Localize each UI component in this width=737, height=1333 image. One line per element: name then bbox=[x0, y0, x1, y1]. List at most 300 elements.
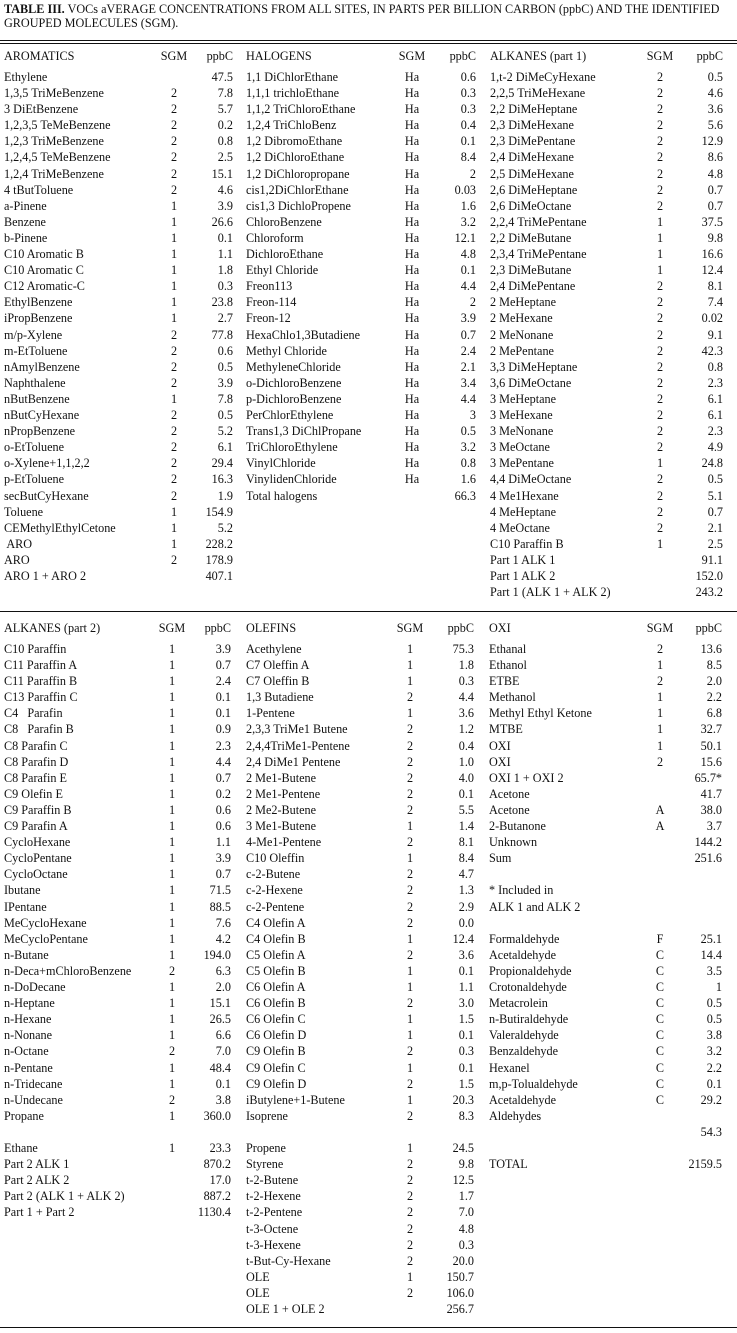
ppbc-value: 2.2 bbox=[706, 690, 722, 705]
column-header bbox=[489, 620, 735, 636]
table-row bbox=[246, 85, 490, 101]
table-row bbox=[490, 198, 735, 214]
sgm-value: 1 bbox=[168, 1141, 176, 1156]
ppbc-value: 26.6 bbox=[211, 214, 233, 229]
compound-name: n-Pentane bbox=[4, 1060, 53, 1075]
table-row bbox=[246, 214, 490, 230]
compound-name: 2 Me2-Butene bbox=[246, 802, 317, 817]
table-row bbox=[246, 1285, 480, 1301]
compound-name: C4 Olefin A bbox=[246, 915, 306, 930]
compound-name: ETBE bbox=[489, 674, 520, 689]
ppbc-value: 0.8 bbox=[707, 359, 723, 374]
sgm-value: 1 bbox=[406, 706, 414, 721]
header-sgm: SGM bbox=[646, 621, 674, 635]
sgm-value: 1 bbox=[656, 456, 664, 471]
compound-name: 2,3 DiMeButane bbox=[490, 263, 572, 278]
ppbc-value: 15.1 bbox=[209, 996, 231, 1011]
compound-name: Sum bbox=[489, 851, 512, 866]
compound-name: 1,3 Butadiene bbox=[246, 690, 314, 705]
table-row bbox=[246, 310, 490, 326]
ppbc-value: 0.3 bbox=[217, 279, 233, 294]
compound-name: C7 Oleffin B bbox=[246, 674, 310, 689]
compound-name: C5 Olefin A bbox=[246, 947, 306, 962]
compound-name: 3,3 DiMeHeptane bbox=[490, 359, 578, 374]
table-row bbox=[489, 657, 735, 673]
table-row bbox=[4, 882, 240, 898]
compound-name: 3 MeOctane bbox=[490, 440, 550, 455]
ppbc-value: 3.2 bbox=[460, 440, 476, 455]
compound-name: 1,t-2 DiMeCyHexane bbox=[490, 69, 596, 84]
table-row bbox=[489, 1108, 735, 1124]
compound-name: ARO bbox=[4, 536, 33, 551]
compound-name: m,p-Tolualdehyde bbox=[489, 1076, 578, 1091]
ppbc-value: 2.2 bbox=[706, 1060, 722, 1075]
table-row bbox=[490, 294, 735, 310]
table-row bbox=[4, 278, 240, 294]
ppbc-value: 0.1 bbox=[458, 1060, 474, 1075]
ppbc-value: 20.0 bbox=[452, 1253, 474, 1268]
ppbc-value: 2.4 bbox=[215, 674, 231, 689]
table-row bbox=[490, 278, 735, 294]
ppbc-value: 4.4 bbox=[458, 690, 474, 705]
ppbc-value: 0.7 bbox=[460, 327, 476, 342]
ppbc-value: 0.5 bbox=[707, 69, 723, 84]
sgm-value: Ha bbox=[404, 375, 420, 390]
table-row bbox=[489, 721, 735, 737]
compound-name: Freon-12 bbox=[246, 311, 291, 326]
compound-name: OXI 1 + OXI 2 bbox=[489, 770, 564, 785]
ppbc-value: 2.3 bbox=[707, 424, 723, 439]
sgm-value: A bbox=[655, 819, 665, 834]
table-row bbox=[246, 1301, 480, 1317]
sgm-value: 1 bbox=[168, 1060, 176, 1075]
ppbc-value: 1.1 bbox=[458, 980, 474, 995]
compound-name: t-2-Butene bbox=[246, 1173, 299, 1188]
table-row bbox=[4, 754, 240, 770]
table-row bbox=[490, 149, 735, 165]
ppbc-value: 0.5 bbox=[707, 472, 723, 487]
sgm-value: C bbox=[655, 1028, 665, 1043]
ppbc-value: 14.4 bbox=[700, 947, 722, 962]
column-header bbox=[246, 620, 480, 636]
table-row bbox=[246, 1108, 480, 1124]
table-row bbox=[490, 391, 735, 407]
table-row bbox=[490, 439, 735, 455]
compound-name: ARO 1 + ARO 2 bbox=[4, 569, 87, 584]
compound-name: Unknown bbox=[489, 835, 538, 850]
table-row bbox=[246, 641, 480, 657]
compound-name: 1,2,4 TriChloBenz bbox=[246, 118, 337, 133]
ppbc-value: 144.2 bbox=[694, 835, 722, 850]
table-row bbox=[4, 931, 240, 947]
table-row bbox=[246, 455, 490, 471]
ppbc-value: 0.7 bbox=[215, 867, 231, 882]
sgm-value: Ha bbox=[404, 150, 420, 165]
sgm-value: 1 bbox=[406, 641, 414, 656]
table-row bbox=[246, 770, 480, 786]
table-row bbox=[246, 1188, 480, 1204]
ppbc-value: 5.2 bbox=[217, 424, 233, 439]
table-row bbox=[246, 850, 480, 866]
table-row bbox=[4, 423, 240, 439]
ppbc-value: 0.1 bbox=[458, 963, 474, 978]
ppbc-value: 7.8 bbox=[217, 86, 233, 101]
compound-name: Ibutane bbox=[4, 883, 41, 898]
sgm-value: 2 bbox=[656, 118, 664, 133]
table-row bbox=[246, 979, 480, 995]
ppbc-value: 42.3 bbox=[701, 343, 723, 358]
sgm-value: 1 bbox=[170, 214, 178, 229]
sgm-value: Ha bbox=[404, 327, 420, 342]
compound-name: 1,2 DiChloropropane bbox=[246, 166, 350, 181]
compound-name: 2,5 DiMeHexane bbox=[490, 166, 574, 181]
ppbc-value: 48.4 bbox=[209, 1060, 231, 1075]
ppbc-value: 0.1 bbox=[215, 690, 231, 705]
compound-name: C10 Paraffin bbox=[4, 641, 67, 656]
table-row bbox=[246, 294, 490, 310]
compound-name: OLE bbox=[246, 1269, 270, 1284]
compound-name: 2 Me1-Pentene bbox=[246, 786, 321, 801]
ppbc-value: 1.8 bbox=[217, 263, 233, 278]
table-row bbox=[4, 850, 240, 866]
sgm-value: 1 bbox=[168, 867, 176, 882]
rule-top bbox=[0, 40, 737, 41]
ppbc-value: 3.2 bbox=[460, 214, 476, 229]
table-row bbox=[489, 882, 735, 898]
table-row bbox=[490, 246, 735, 262]
compound-name: ChloroBenzene bbox=[246, 214, 322, 229]
ppbc-value: 0.3 bbox=[458, 1237, 474, 1252]
table-row bbox=[246, 133, 490, 149]
table-row bbox=[246, 1124, 480, 1140]
table-row bbox=[4, 375, 240, 391]
table-row bbox=[4, 1108, 240, 1124]
table-row bbox=[490, 327, 735, 343]
compound-name: MTBE bbox=[489, 722, 523, 737]
ppbc-value: 66.3 bbox=[454, 488, 476, 503]
column-header bbox=[4, 48, 240, 64]
sgm-value: 2 bbox=[170, 150, 178, 165]
ppbc-value: 5.2 bbox=[217, 520, 233, 535]
sgm-value: 2 bbox=[170, 118, 178, 133]
ppbc-value: 75.3 bbox=[452, 641, 474, 656]
rule-bottom bbox=[0, 1327, 737, 1328]
compound-name: Freon-114 bbox=[246, 295, 297, 310]
compound-name: n-Heptane bbox=[4, 996, 55, 1011]
sgm-value: 1 bbox=[168, 947, 176, 962]
table-row bbox=[489, 802, 735, 818]
compound-name: nButBenzene bbox=[4, 391, 70, 406]
ppbc-value: 16.3 bbox=[211, 472, 233, 487]
ppbc-value: 0.6 bbox=[215, 802, 231, 817]
compound-name: OLE 1 + OLE 2 bbox=[246, 1302, 325, 1317]
table-row bbox=[246, 947, 480, 963]
table-row bbox=[4, 915, 240, 931]
ppbc-value: 0.4 bbox=[458, 738, 474, 753]
ppbc-value: 3.2 bbox=[706, 1044, 722, 1059]
sgm-value: 1 bbox=[406, 658, 414, 673]
sgm-value: 1 bbox=[168, 883, 176, 898]
ppbc-value: 65.7* bbox=[694, 770, 722, 785]
sgm-value: 2 bbox=[170, 166, 178, 181]
sgm-value: 2 bbox=[656, 182, 664, 197]
sgm-value: 2 bbox=[656, 359, 664, 374]
table-row bbox=[246, 166, 490, 182]
sgm-value: 1 bbox=[170, 311, 178, 326]
ppbc-value: 4.6 bbox=[217, 182, 233, 197]
compound-name: Freon113 bbox=[246, 279, 293, 294]
sgm-value: 2 bbox=[170, 424, 178, 439]
table-row bbox=[246, 246, 490, 262]
compound-name: Trans1,3 DiChlPropane bbox=[246, 424, 362, 439]
table-row bbox=[4, 85, 240, 101]
ppbc-value: 178.9 bbox=[205, 552, 233, 567]
compound-name: 2,4 DiMeHexane bbox=[490, 150, 574, 165]
compound-name: MethyleneChloride bbox=[246, 359, 341, 374]
compound-name: C9 Olefin E bbox=[4, 786, 63, 801]
compound-name: a-Pinene bbox=[4, 198, 47, 213]
table-row bbox=[4, 1043, 240, 1059]
ppbc-value: 5.7 bbox=[217, 102, 233, 117]
sgm-value: 2 bbox=[656, 674, 664, 689]
ppbc-value: 243.2 bbox=[695, 585, 723, 600]
sgm-value: 2 bbox=[656, 641, 664, 656]
sgm-value: Ha bbox=[404, 472, 420, 487]
sgm-value: 1 bbox=[170, 536, 178, 551]
ppbc-value: 12.9 bbox=[701, 134, 723, 149]
table-row bbox=[4, 439, 240, 455]
table-row bbox=[4, 689, 240, 705]
ppbc-value: 3.6 bbox=[707, 102, 723, 117]
compound-name: CycloPentane bbox=[4, 851, 72, 866]
compound-name: Acethylene bbox=[246, 641, 302, 656]
header-sgm: SGM bbox=[398, 49, 426, 63]
compound-name: 2,6 DiMeHeptane bbox=[490, 182, 578, 197]
table-row bbox=[246, 1204, 480, 1220]
compound-name: VinylChloride bbox=[246, 456, 316, 471]
ppbc-value: 24.8 bbox=[701, 456, 723, 471]
sgm-value: 1 bbox=[170, 230, 178, 245]
table-row bbox=[4, 101, 240, 117]
sgm-value: 1 bbox=[656, 263, 664, 278]
sgm-value: C bbox=[655, 1060, 665, 1075]
compound-name: Part 1 (ALK 1 + ALK 2) bbox=[490, 585, 611, 600]
compound-name: Ethane bbox=[4, 1141, 38, 1156]
table-row bbox=[4, 979, 240, 995]
table-row bbox=[246, 101, 490, 117]
compound-name: Isoprene bbox=[246, 1108, 288, 1123]
ppbc-value: 0.3 bbox=[458, 674, 474, 689]
sgm-value: 1 bbox=[656, 722, 664, 737]
sgm-value: 2 bbox=[170, 343, 178, 358]
compound-name: * Included in bbox=[489, 883, 554, 898]
sgm-value: 2 bbox=[656, 520, 664, 535]
sgm-value: Ha bbox=[404, 118, 420, 133]
table-caption bbox=[4, 2, 732, 30]
compound-name: Acetone bbox=[489, 786, 530, 801]
ppbc-value: 8.1 bbox=[707, 279, 723, 294]
table-row bbox=[490, 69, 735, 85]
ppbc-value: 0.1 bbox=[215, 706, 231, 721]
ppbc-value: 2.5 bbox=[707, 536, 723, 551]
column-header bbox=[4, 620, 240, 636]
compound-name: C4 Olefin B bbox=[246, 931, 306, 946]
sgm-value: 2 bbox=[406, 835, 414, 850]
sgm-value: 1 bbox=[168, 1012, 176, 1027]
compound-name: C5 Olefin B bbox=[246, 963, 306, 978]
ppbc-value: 6.1 bbox=[217, 440, 233, 455]
sgm-value: Ha bbox=[404, 247, 420, 262]
sgm-value: 1 bbox=[168, 1028, 176, 1043]
table-row bbox=[246, 198, 490, 214]
ppbc-value: 2.1 bbox=[707, 520, 723, 535]
table-row bbox=[490, 520, 735, 536]
table-row bbox=[246, 899, 480, 915]
compound-name: C10 Aromatic C bbox=[4, 263, 84, 278]
compound-name: CycloOctane bbox=[4, 867, 68, 882]
sgm-value: 1 bbox=[168, 931, 176, 946]
table-row bbox=[4, 866, 240, 882]
sgm-value: 1 bbox=[170, 295, 178, 310]
ppbc-value: 2.7 bbox=[217, 311, 233, 326]
sgm-value: 2 bbox=[406, 690, 414, 705]
compound-name: Hexanel bbox=[489, 1060, 530, 1075]
sgm-value: 2 bbox=[406, 915, 414, 930]
table-row bbox=[246, 754, 480, 770]
header-ppbc: ppbC bbox=[447, 621, 474, 635]
ppbc-value: 0.8 bbox=[460, 456, 476, 471]
table-row bbox=[490, 536, 735, 552]
compound-name: C10 Aromatic B bbox=[4, 247, 84, 262]
table-row bbox=[490, 214, 735, 230]
ppbc-value: 154.9 bbox=[205, 504, 233, 519]
ppbc-value: 12.4 bbox=[701, 263, 723, 278]
table-row bbox=[246, 375, 490, 391]
compound-name: Chloroform bbox=[246, 230, 304, 245]
table-row bbox=[4, 673, 240, 689]
compound-name: Part 2 ALK 1 bbox=[4, 1157, 70, 1172]
sgm-value: Ha bbox=[404, 424, 420, 439]
sgm-value: 2 bbox=[170, 488, 178, 503]
sgm-value: 1 bbox=[406, 819, 414, 834]
table-row bbox=[490, 133, 735, 149]
table-row bbox=[246, 786, 480, 802]
compound-name: C8 Parafin C bbox=[4, 738, 68, 753]
sgm-value: 1 bbox=[656, 247, 664, 262]
ppbc-value: 12.5 bbox=[452, 1173, 474, 1188]
ppbc-value: 2 bbox=[469, 166, 476, 181]
sgm-value: C bbox=[655, 947, 665, 962]
ppbc-value: 88.5 bbox=[209, 899, 231, 914]
ppbc-value: 32.7 bbox=[700, 722, 722, 737]
sgm-value: 2 bbox=[656, 754, 664, 769]
sgm-value: 2 bbox=[656, 343, 664, 358]
table-row bbox=[4, 1060, 240, 1076]
compound-name: 4,4 DiMeOctane bbox=[490, 472, 572, 487]
ppbc-value: 0.0 bbox=[458, 915, 474, 930]
sgm-value: 2 bbox=[656, 198, 664, 213]
sgm-value: 2 bbox=[170, 375, 178, 390]
table-row bbox=[4, 536, 240, 552]
ppbc-value: 25.1 bbox=[700, 931, 722, 946]
sgm-value: 1 bbox=[170, 263, 178, 278]
compound-name: 3 MePentane bbox=[490, 456, 554, 471]
ppbc-value: 3.4 bbox=[460, 375, 476, 390]
sgm-value: Ha bbox=[404, 279, 420, 294]
sgm-value: 2 bbox=[656, 472, 664, 487]
table-row bbox=[489, 1076, 735, 1092]
compound-name: 2,4,4TriMe1-Pentene bbox=[246, 738, 350, 753]
ppbc-value: 0.1 bbox=[706, 1076, 722, 1091]
sgm-value: 1 bbox=[168, 835, 176, 850]
ppbc-value: 0.5 bbox=[217, 408, 233, 423]
compound-name: C9 Olefin D bbox=[246, 1076, 307, 1091]
ppbc-value: 29.2 bbox=[700, 1092, 722, 1107]
ppbc-value: 3.6 bbox=[458, 706, 474, 721]
sgm-value: 2 bbox=[406, 802, 414, 817]
compound-name: p-DichloroBenzene bbox=[246, 391, 342, 406]
ppbc-value: 1.0 bbox=[458, 754, 474, 769]
table-row bbox=[490, 166, 735, 182]
ppbc-value: 3.0 bbox=[458, 996, 474, 1011]
sgm-value: 1 bbox=[168, 802, 176, 817]
table-row bbox=[4, 721, 240, 737]
compound-name: 1-Pentene bbox=[246, 706, 295, 721]
table-row bbox=[4, 230, 240, 246]
compound-name: Acetaldehyde bbox=[489, 947, 556, 962]
table-row bbox=[4, 198, 240, 214]
table-row bbox=[490, 182, 735, 198]
ppbc-value: 870.2 bbox=[203, 1157, 231, 1172]
table-row bbox=[4, 407, 240, 423]
sgm-value: 1 bbox=[168, 754, 176, 769]
table-row bbox=[246, 1269, 480, 1285]
ppbc-value: 29.4 bbox=[211, 456, 233, 471]
sgm-value: 2 bbox=[406, 1189, 414, 1204]
sgm-value: 1 bbox=[170, 198, 178, 213]
ppbc-value: 6.3 bbox=[215, 963, 231, 978]
sgm-value: 2 bbox=[170, 102, 178, 117]
table-row bbox=[246, 149, 490, 165]
sgm-value: 1 bbox=[168, 706, 176, 721]
ppbc-value: 0.2 bbox=[215, 786, 231, 801]
sgm-value: F bbox=[656, 931, 664, 946]
table-row bbox=[490, 568, 735, 584]
compound-name: 2 MeHexane bbox=[490, 311, 553, 326]
rule-middle bbox=[0, 611, 737, 612]
compound-name: n-Butane bbox=[4, 947, 49, 962]
ppbc-value: 4.4 bbox=[215, 754, 231, 769]
table-row bbox=[246, 488, 490, 504]
sgm-value: 2 bbox=[656, 375, 664, 390]
header-ppbc: ppbC bbox=[449, 49, 476, 63]
ppbc-value: 1.5 bbox=[458, 1012, 474, 1027]
compound-name: n-Hexane bbox=[4, 1012, 52, 1027]
compound-name: o-EtToluene bbox=[4, 440, 65, 455]
compound-name: CycloHexane bbox=[4, 835, 71, 850]
compound-name: m-EtToluene bbox=[4, 343, 68, 358]
table-row bbox=[246, 705, 480, 721]
header-ppbc: ppbC bbox=[206, 49, 233, 63]
table-row bbox=[4, 1092, 240, 1108]
ppbc-value: 4.6 bbox=[707, 86, 723, 101]
compound-name: C11 Paraffin A bbox=[4, 658, 78, 673]
sgm-value: 1 bbox=[406, 931, 414, 946]
sgm-value: 1 bbox=[656, 230, 664, 245]
table-row bbox=[4, 995, 240, 1011]
table-row bbox=[4, 802, 240, 818]
compound-name: Aldehydes bbox=[489, 1108, 542, 1123]
